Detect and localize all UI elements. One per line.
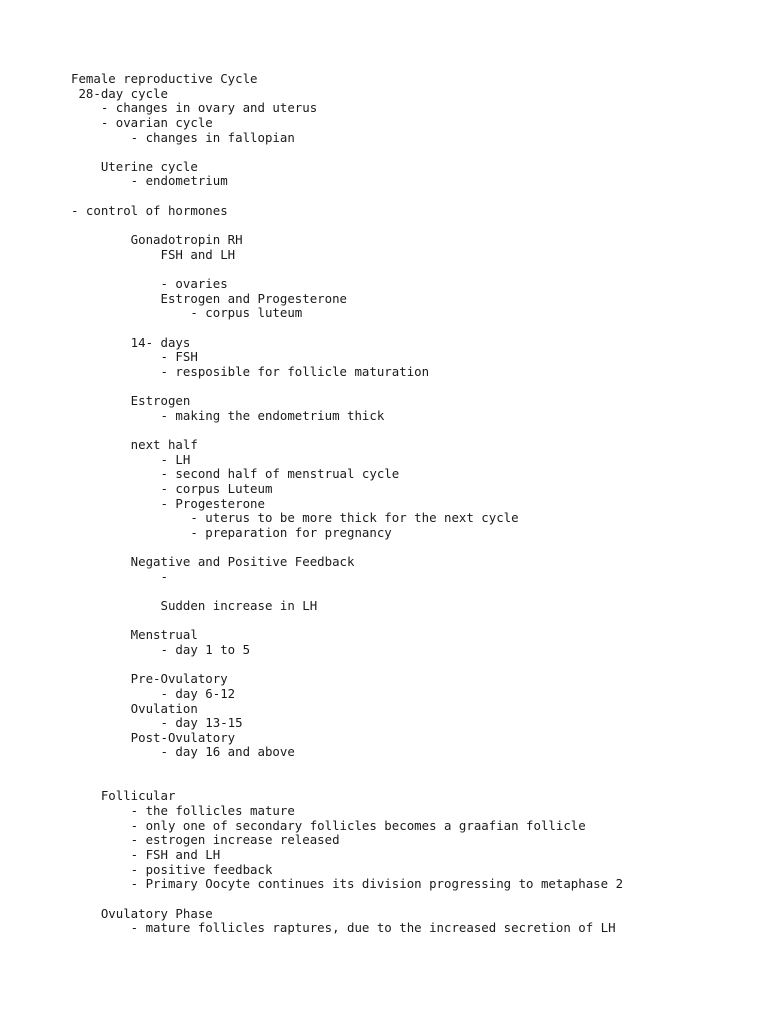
- document-line: - day 6-12: [71, 685, 236, 701]
- document-line: next half: [71, 437, 198, 453]
- document-line: Gonadotropin RH: [71, 232, 243, 248]
- document-line: - control of hormones: [71, 202, 228, 218]
- document-line: [71, 379, 623, 394]
- document-line: [71, 145, 623, 160]
- document-line: - uterus to be more thick for the next cycle: [71, 510, 519, 526]
- document-text: [71, 72, 623, 936]
- document-line: - LH: [71, 451, 191, 467]
- document-line: Estrogen and Progesterone: [71, 290, 348, 306]
- document-line: - day 13-15: [71, 715, 243, 731]
- document-line: - mature follicles raptures, due to the increased secretion of LH: [71, 920, 616, 936]
- document-line: - Progesterone: [71, 495, 265, 511]
- document-line: - making the endometrium thick: [71, 407, 385, 423]
- document-line: Post-Ovulatory: [71, 729, 236, 745]
- document-line: Female reproductive Cycle: [71, 71, 258, 86]
- document-line: Ovulatory Phase: [71, 905, 213, 921]
- document-line: [71, 189, 623, 204]
- document-line: - FSH and LH: [71, 846, 221, 862]
- document-line: - Primary Oocyte continues its division progressing to metaphase 2: [71, 876, 624, 892]
- document-line: [71, 218, 623, 233]
- document-line: Pre-Ovulatory: [71, 671, 228, 687]
- document-line: Ovulation: [71, 700, 198, 716]
- document-line: Uterine cycle: [71, 158, 198, 174]
- document-line: [71, 262, 623, 277]
- document-line: [71, 541, 623, 556]
- document-line: [71, 892, 623, 907]
- document-line: [71, 321, 623, 336]
- document-line: [71, 658, 623, 673]
- document-line: - day 16 and above: [71, 744, 295, 760]
- document-line: 28-day cycle: [71, 85, 168, 101]
- document-line: - ovaries: [71, 275, 228, 291]
- document-line: 14- days: [71, 334, 191, 350]
- document-line: FSH and LH: [71, 246, 236, 262]
- document-line: - corpus luteum: [71, 305, 303, 321]
- document-line: - ovarian cycle: [71, 114, 213, 130]
- document-line: - positive feedback: [71, 861, 273, 877]
- document-line: - resposible for follicle maturation: [71, 363, 430, 379]
- document-line: - FSH: [71, 349, 198, 365]
- document-line: -: [71, 568, 168, 584]
- document-line: [71, 775, 623, 790]
- document-line: - corpus Luteum: [71, 480, 273, 496]
- document-line: Sudden increase in LH: [71, 598, 318, 614]
- document-line: [71, 760, 623, 775]
- document-line: - endometrium: [71, 173, 228, 189]
- document-line: - second half of menstrual cycle: [71, 466, 400, 482]
- document-line: Negative and Positive Feedback: [71, 554, 355, 570]
- document-line: Estrogen: [71, 393, 191, 409]
- document-line: Follicular: [71, 788, 176, 804]
- document-line: - the follicles mature: [71, 803, 295, 819]
- document-line: - changes in fallopian: [71, 129, 295, 145]
- document-line: [71, 584, 623, 599]
- document-line: - only one of secondary follicles becomes a graafian follicle: [71, 817, 586, 833]
- document-line: Menstrual: [71, 627, 198, 643]
- document-line: - preparation for pregnancy: [71, 524, 392, 540]
- document-line: - day 1 to 5: [71, 641, 251, 657]
- document-line: [71, 423, 623, 438]
- document-line: - estrogen increase released: [71, 832, 340, 848]
- document-line: - changes in ovary and uterus: [71, 100, 318, 116]
- document-line: [71, 614, 623, 629]
